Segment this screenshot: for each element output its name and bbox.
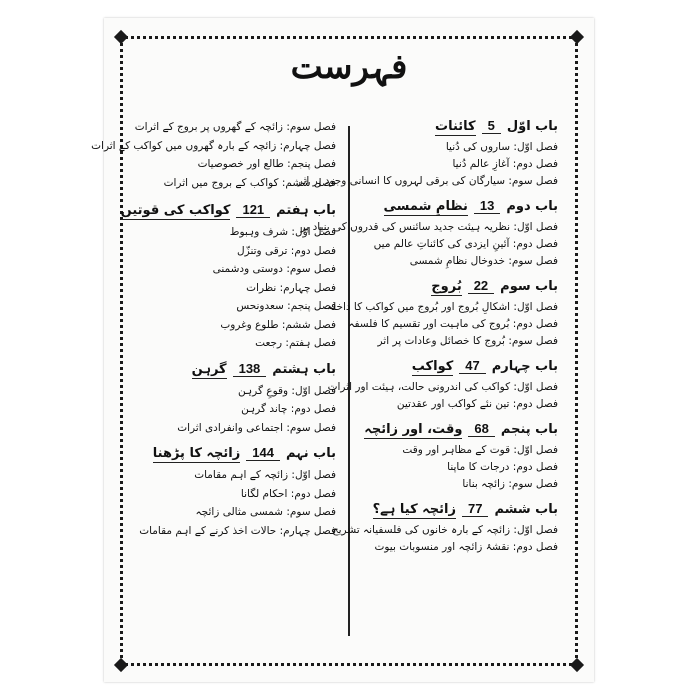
section-item: فصل ششم: کواکب کے بروج میں اثرات bbox=[163, 176, 336, 189]
continued-sections bbox=[91, 118, 336, 192]
chapter-label: باب ہشتم bbox=[272, 361, 336, 377]
chapter-title: بُروج bbox=[431, 279, 462, 294]
chapter-page-number: 13 bbox=[474, 198, 500, 214]
section-item: فصل سوم: دوستی ودشمنی bbox=[212, 263, 336, 275]
chapter-entry bbox=[358, 421, 558, 493]
section-item: فصل پنجم: طالع اور خصوصیات bbox=[197, 158, 336, 170]
chapter-page-number: 5 bbox=[482, 118, 501, 134]
section-item: فصل دوم: بُروج کی ماہیت اور تقسیم کا فلسفہ bbox=[348, 318, 558, 330]
section-item: فصل پنجم: سعدونحس bbox=[236, 300, 336, 312]
section-item: فصل سوم: زائچہ بنانا bbox=[462, 478, 558, 490]
chapter-page-number: 121 bbox=[236, 202, 270, 218]
section-item: فصل چہارم: نظرات bbox=[246, 281, 336, 294]
chapter-label: باب ہفتم bbox=[276, 203, 336, 218]
section-item: فصل دوم: چاند گرہن bbox=[241, 403, 336, 415]
chapter-page-number: 47 bbox=[459, 358, 485, 374]
document-page bbox=[91, 18, 594, 682]
chapter-page-number: 77 bbox=[462, 501, 488, 517]
left-column bbox=[91, 118, 336, 548]
chapter-entry bbox=[326, 278, 558, 350]
chapter-heading[interactable] bbox=[358, 198, 558, 216]
chapter-page-number: 144 bbox=[246, 445, 280, 461]
chapter-entry bbox=[138, 361, 336, 438]
chapter-title: زائچہ کیا ہے؟ bbox=[372, 502, 456, 517]
chapter-heading[interactable] bbox=[358, 501, 558, 519]
section-item: فصل سوم: خدوخال نظامِ شمسی bbox=[409, 255, 558, 267]
section-item: فصل اوّل: زائچہ کے بارہ خانوں کی فلسفیانہ تشریح bbox=[331, 524, 558, 536]
chapter-entry bbox=[331, 501, 558, 556]
chapter-entry bbox=[327, 358, 558, 413]
chapter-label: باب چہارم bbox=[491, 359, 558, 374]
section-item: فصل سوم: اجتماعی وانفرادی اثرات bbox=[177, 421, 336, 434]
chapter-title: نظامِ شمسی bbox=[383, 199, 468, 214]
section-item: فصل دوم: تین نئے کواکب اور عقدتین bbox=[396, 398, 558, 410]
chapter-label: باب دوم bbox=[506, 199, 558, 214]
section-item: فصل اوّل: قوت کے مظاہر اور وقت bbox=[402, 444, 558, 456]
section-item: فصل چہارم: حالات اخذ کرنے کے اہم مقامات bbox=[139, 524, 336, 537]
chapter-title: وقت، اور زائچہ bbox=[364, 422, 463, 437]
section-item: فصل ششم: طلوع وغروب bbox=[220, 318, 336, 331]
section-item: فصل سوم: سیارگان کی برقی لہروں کا انسانی وجود پر اثر bbox=[297, 175, 558, 187]
section-item: فصل ہفتم: رجعت bbox=[255, 337, 336, 349]
chapter-title: گرہن bbox=[191, 361, 227, 377]
chapter-heading[interactable] bbox=[358, 278, 558, 296]
chapter-heading[interactable] bbox=[138, 361, 336, 379]
chapter-heading[interactable] bbox=[120, 202, 336, 220]
section-item: فصل اوّل: ساروں کی دُنیا bbox=[445, 141, 558, 153]
chapter-heading[interactable] bbox=[358, 421, 558, 439]
section-item: فصل اوّل: نظریہ ہیئت جدید سائنس کی قدروں کی بنیاد پر bbox=[300, 221, 558, 233]
chapter-label: باب نہم bbox=[285, 446, 336, 461]
section-item: فصل سوم: بُروج کا خصائل وعادات پر اثر bbox=[377, 335, 558, 347]
section-item: فصل اوّل: اشکالِ بُروج اور بُروج میں کواکب کا داخلہ bbox=[326, 301, 558, 313]
chapter-heading[interactable] bbox=[358, 358, 558, 376]
section-item: فصل اوّل: زائچہ کے اہم مقامات bbox=[194, 469, 336, 481]
page-title: فہرست bbox=[290, 47, 408, 87]
chapter-page-number: 138 bbox=[233, 361, 267, 377]
chapter-page-number: 22 bbox=[468, 278, 494, 294]
section-item: فصل سوم: زائچہ کے گھروں پر بروج کے اثرات bbox=[134, 121, 336, 133]
chapter-title: کائنات bbox=[435, 119, 476, 134]
chapter-label: باب ششم bbox=[494, 502, 558, 517]
chapter-heading[interactable] bbox=[138, 445, 336, 463]
chapter-label: باب پنجم bbox=[500, 422, 558, 437]
chapter-page-number: 68 bbox=[468, 421, 494, 437]
section-item: فصل اوّل: وقوعِ گرہن bbox=[238, 384, 336, 397]
chapter-entry bbox=[120, 202, 336, 353]
section-item: فصل دوم: احکام لگانا bbox=[240, 487, 336, 500]
chapter-heading[interactable] bbox=[358, 118, 558, 136]
section-item: فصل دوم: ترقی وتنزّل bbox=[237, 244, 336, 257]
chapter-title: زائچہ کا پڑھنا bbox=[152, 446, 241, 461]
section-item: فصل دوم: درجات کا ماپنا bbox=[447, 461, 558, 473]
section-item: فصل اوّل: شرف وہبوط bbox=[229, 226, 336, 238]
section-item: فصل دوم: آغازِ عالم دُنیا bbox=[452, 158, 558, 170]
chapter-title: کواکب bbox=[411, 359, 454, 374]
section-item: فصل سوم: شمسی مثالی زائچہ bbox=[195, 506, 336, 518]
chapter-label: باب سوم bbox=[500, 279, 558, 294]
section-item: فصل دوم: نقشۂ زائچہ اور منسوبات بیوت bbox=[374, 541, 558, 553]
chapter-entry bbox=[138, 445, 336, 540]
section-item: فصل دوم: آئینِ ایزدی کی کائناتِ عالم میں bbox=[373, 238, 558, 250]
chapter-label: باب اوّل bbox=[506, 119, 558, 134]
chapter-entry bbox=[297, 118, 558, 190]
section-item: فصل اوّل: کواکب کی اندرونی حالت، ہیئت اور اثرات bbox=[327, 381, 558, 393]
section-item: فصل چہارم: زائچہ کے بارہ گھروں میں کواکب کے اثرات bbox=[91, 139, 336, 152]
chapter-title: کواکب کی قوتیں bbox=[120, 203, 231, 218]
